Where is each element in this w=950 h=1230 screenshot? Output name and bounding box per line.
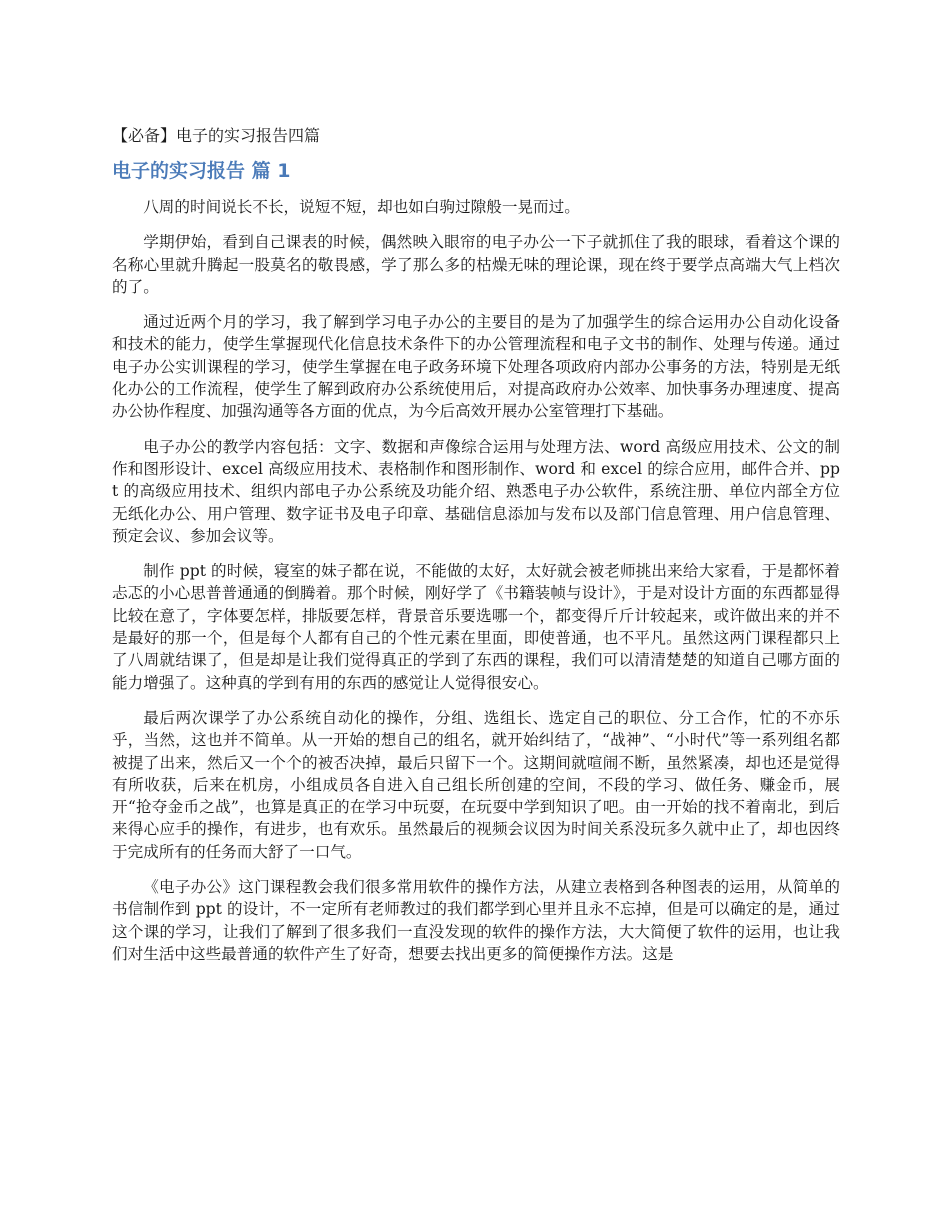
paragraph-5: 制作 ppt 的时候，寝室的妹子都在说，不能做的太好，太好就会被老师挑出来给大家看，于是都怀着忐忑的小心思普普通通的倒腾着。那个时候，刚好学了《书籍装帧与设计》，于是对设计方面的东西都显得比较在意了，字体要怎样，排版要怎样，背景音乐要选哪一个，都变得斤斤计较起来，或许做出来的并不是最好的那一个，但是每个人都有自己的个性元素在里面，即使普通，也不平凡。虽然这两门课程都只上了八周就结课了，但是却是让我们觉得真正的学到了东西的课程，我们可以清清楚楚的知道自己哪方面的能力增强了。这种真的学到有用的东西的感觉让人觉得很安心。 xyxy=(112,562,840,692)
paragraph-6: 最后两次课学了办公系统自动化的操作，分组、选组长、选定自己的职位、分工合作，忙的不亦乐乎，当然，这也并不简单。从一开始的想自己的组名，就开始纠结了，“战神”、“小时代”等一系列组名都被提了出来，然后又一个个的被否决掉，最后只留下一个。这期间就喧闹不断，虽然紧凑，却也还是觉得有所收获，后来在机房，小组成员各自进入自己组长所创建的空间，不段的学习、做任务、赚金币，展开“抢夺金币之战”，也算是真正的在学习中玩耍，在玩耍中学到知识了吧。由一开始的找不着南北，到后来得心应手的操作，有进步，也有欢乐。虽然最后的视频会议因为时间关系没玩多久就中止了，却也因终于完成所有的任务而大舒了一口气。 xyxy=(112,708,840,861)
document-title: 【必备】电子的实习报告四篇 xyxy=(112,126,321,145)
document-body xyxy=(112,122,840,978)
paragraph-7: 《电子办公》这门课程教会我们很多常用软件的操作方法，从建立表格到各种图表的运用，从简单的书信制作到 ppt 的设计，不一定所有老师教过的我们都学到心里并且永不忘掉，但是可以确定的是，通过这个课的学习，让我们了解到了很多我们一直没发现的软件的操作方法，大大简便了软件的运用，也让我们对生活中这些最普通的软件产生了好奇，想要去找出更多的简便操作方法。这是 xyxy=(112,878,840,963)
paragraph-2: 学期伊始，看到自己课表的时候，偶然映入眼帘的电子办公一下子就抓住了我的眼球，看着这个课的名称心里就升腾起一股莫名的敬畏感，学了那么多的枯燥无味的理论课，现在终于要学点高端大气上档次的了。 xyxy=(112,233,840,296)
paragraph-4: 电子办公的教学内容包括：文字、数据和声像综合运用与处理方法、word 高级应用技术、公文的制作和图形设计、excel 高级应用技术、表格制作和图形制作、word 和 excel 的综合应用，邮件合并、ppt 的高级应用技术、组织内部电子办公系统及功能介绍、熟悉电子办公软件，系统注册、单位内部全方位无纸化办公、用户管理、数字证书及电子印章、基础信息添加与发布以及部门信息管理、用户信息管理、预定会议、参加会议等。 xyxy=(112,437,840,545)
paragraph-1: 八周的时间说长不长，说短不短，却也如白驹过隙般一晃而过。 xyxy=(143,198,580,216)
section-heading: 电子的实习报告 篇 1 xyxy=(112,160,291,182)
paragraph-3: 通过近两个月的学习，我了解到学习电子办公的主要目的是为了加强学生的综合运用办公自动化设备和技术的能力，使学生掌握现代化信息技术条件下的办公管理流程和电子文书的制作、处理与传递。通过电子办公实训课程的学习，使学生掌握在电子政务环境下处理各项政府内部办公事务的方法，特别是无纸化办公的工作流程，使学生了解到政府办公系统使用后，对提高政府办公效率、加快事务办理速度、提高办公协作程度、加强沟通等各方面的优点，为今后高效开展办公室管理打下基础。 xyxy=(112,313,840,421)
